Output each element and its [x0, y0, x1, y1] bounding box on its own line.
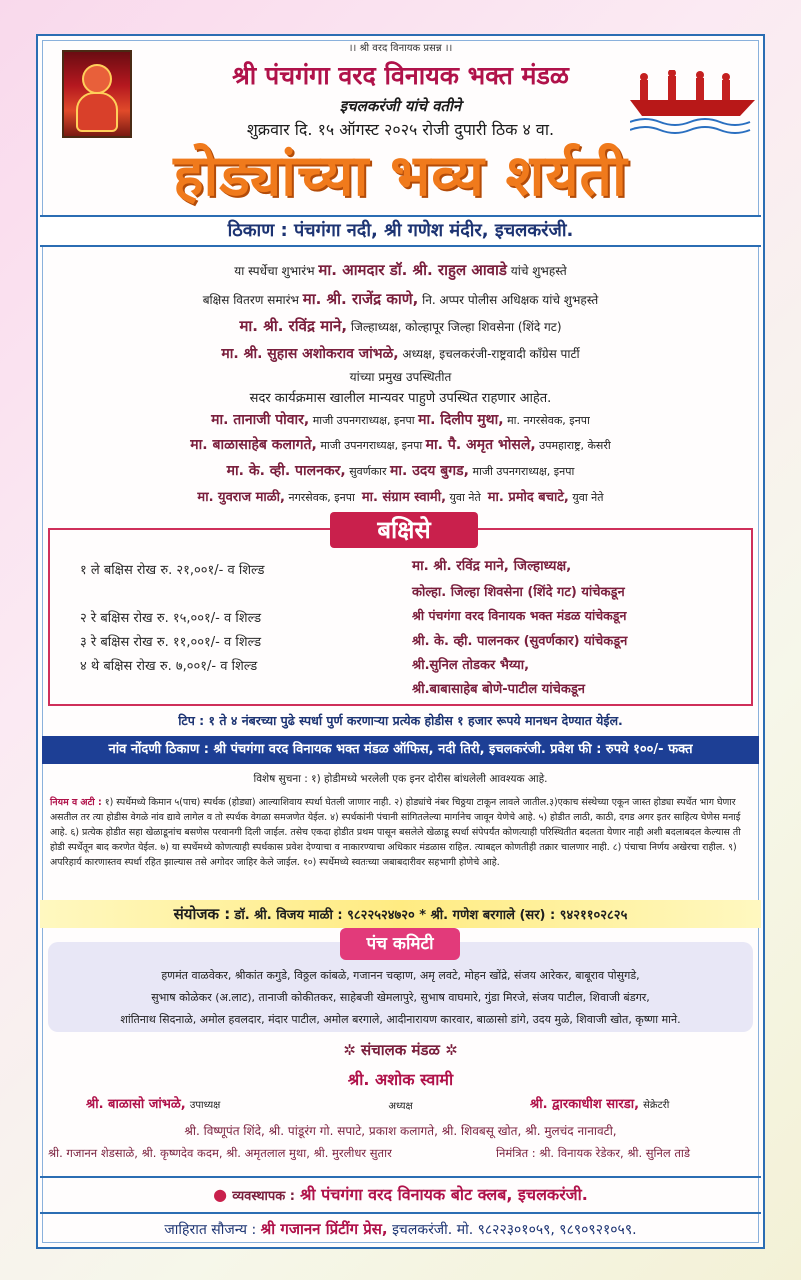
prize-4-sponsor-a: श्री.सुनिल तोडकर भैय्या, [412, 658, 530, 673]
page-title: होड्यांच्या भव्य शर्यती [173, 143, 628, 209]
members-line-2: श्री. गजानन शेडसाळे, श्री. कृष्णदेव कदम, श्री. अमृतलाल मुथा, श्री. मुरलीधर सुतार [48, 1146, 392, 1160]
panch-line-2: सुभाष कोळेकर (अ.लाट), तानाजी कोकीतकर, साहेबजी खेमलापुरे, सुभाष वाघमारे, गुंडा मिरजे, संजय पाटील, शिवाजी बंडगर, [151, 991, 650, 1004]
dignitary-row-3: मा. के. व्ही. पालनकर, सुवर्णकार मा. उदय बुगड, माजी उपनगराध्यक्ष, इनपा [226, 463, 575, 479]
prize-3: ३ रे बक्षिस रोख रु. ११,००१/- व शिल्ड [80, 635, 262, 650]
vice-president: श्री. बाळासो जांभळे, उपाध्यक्ष [86, 1097, 221, 1112]
prize-2: २ रे बक्षिस रोख रु. १५,००१/- व शिल्ड [80, 611, 262, 626]
prize-tip: टिप : १ ते ४ नंबरच्या पुढे स्पर्धा पुर्ण करणाऱ्या प्रत्येक होडीस १ हजार रूपये मानधन देण्यात येईल. [178, 713, 623, 728]
panch-line-3: शांतिनाथ सिदनाळे, अमोल हवलदार, मंदार पाटील, अमोल बरगाले, आदीनारायण कारवार, बाळासो डांगे, उदय मुळे, शिवाजी खोत, कृष्णा माने. [120, 1013, 681, 1026]
event-datetime: शुक्रवार दि. १५ ऑगस्ट २०२५ रोजी दुपारी ठिक ४ वा. [246, 120, 555, 139]
prize-3-sponsor: श्री. के. व्ही. पालनकर (सुवर्णकार) यांचेकडून [412, 634, 628, 649]
prize-1-sponsor-a: मा. श्री. रविंद्र माने, जिल्हाध्यक्ष, [412, 558, 572, 574]
guest-line-1: या स्पर्धेचा शुभारंभ मा. आमदार डॉ. श्री. राहुल आवाडे यांचे शुभहस्ते [234, 261, 567, 279]
dignitary-row-1: मा. तानाजी पोवार, माजी उपनगराध्यक्ष, इनपा मा. दिलीप मुथा, मा. नगरसेवक, इनपा [211, 412, 590, 428]
guest-line-3: मा. श्री. रविंद्र माने, जिल्हाध्यक्ष, कोल्हापूर जिल्हा शिवसेना (शिंदे गट) [239, 317, 562, 335]
invocation-line: ।। श्री वरद विनायक प्रसन्न ।। [348, 43, 453, 54]
guest-line-4: मा. श्री. सुहास अशोकराव जांभळे, अध्यक्ष, इचलकरंजी-राष्ट्रवादी कॉंग्रेस पार्टी [221, 346, 580, 362]
panch-committee-badge: पंच कमिटी [340, 928, 460, 960]
location-text: ठिकाण : पंचगंगा नदी, श्री गणेश मंदीर, इचलकरंजी. [227, 220, 574, 241]
prize-1: १ ले बक्षिस रोख रु. २१,००१/- व शिल्ड [80, 563, 265, 578]
prizes-badge: बक्षिसे [330, 512, 478, 548]
org-name: श्री पंचगंगा वरद विनायक भक्त मंडळ [232, 61, 569, 90]
dignitary-row-4: मा. युवराज माळी, नगरसेवक, इनपा मा. संग्राम स्वामी, युवा नेते मा. प्रमोद बचाटे, युवा नेते [197, 490, 604, 505]
manager-line: ● व्यवस्थापक : श्री पंचगंगा वरद विनायक बोट क्लब, इचलकरंजी. [213, 1185, 588, 1204]
invited-members: निमंत्रित : श्री. विनायक रेडेकर, श्री. सुनिल ताडे [496, 1146, 691, 1160]
prize-4-sponsor-b: श्री.बाबासाहेब बोणे-पाटील यांचेकडून [412, 682, 586, 697]
president-name: श्री. अशोक स्वामी [347, 1070, 454, 1089]
bullet-icon: ● [213, 1185, 228, 1204]
guest-line-5: यांच्या प्रमुख उपस्थितीत [349, 370, 452, 384]
prize-1-sponsor-b: कोल्हा. जिल्हा शिवसेना (शिंदे गट) यांचेकडून [412, 585, 625, 600]
rules-paragraph: नियम व अटी : १) स्पर्धेमध्ये किमान ५(पाच) स्पर्धक (होड्या) आल्याशिवाय स्पर्धा घेतली जाणार नाही. २) होड्यांचे नंबर चिठ्ठया टाकून लावले जातील.३)एकाच संस्थेच्या एकून जास्त होड्या स्पर्धेत भाग घेणार असतील तर त्या होडीस वेगळे नांव द्यावे लागेल व तो स्पर्धक वेगळा समजणेत येईल. ४) स्पर्धकांनी पंचानी सांगितलेल्या मार्गानेच जावून येणेचे आहे. ५) होडीत लाठी, काठी, दगड अगर इतर साहित्य घेणेस मनाई आहे. ६) प्रत्येक होडीत सहा खेळाडूनांच बसणेस परवानगी दिली जाईल. तसेच एकदा होडीत प्रथम पासून बसलेले खेळाडू स्पर्धा संपेपर्यंत कोणत्याही परिस्थितीत बदलता येणार नाही अशी बदलाबदल केल्यास ती होडी स्पर्धेतून बाद करणेत येईल. ७) या स्पर्धेमध्ये कोणत्याही स्पर्धकास प्रवेश देण्याचा व नाकारण्याचा अधिकार मंडळास राहिल. त्याबद्दल कोणतीही तक्रार चालणार नाही. ८) पंचाचा निर्णय अखेरचा राहील. ९) अपरिहार्य कारणास्तव स्पर्धा रहित झाल्यास तसे अगोदर जाहिर केले जाईल. १०) स्पर्धेमध्ये स्वतःच्या जबाबदारीवर सहभागी होणेचे आहे. [50, 797, 741, 868]
prize-4: ४ थे बक्षिस रोख रु. ७,००१/- व शिल्ड [80, 659, 258, 674]
sanyojak-line: संयोजक : डॉ. श्री. विजय माळी : ९८२२५२४७२० * श्री. गणेश बरगाले (सर) : ९४२११०२८२५ [173, 905, 628, 923]
guest-line-2: बक्षिस वितरण समारंभ मा. श्री. राजेंद्र काणे, नि. अप्पर पोलीस अधिक्षक यांचे शुभहस्ते [202, 290, 599, 308]
footer-line: जाहिरात सौजन्य : श्री गजानन प्रिंटींग प्रेस, इचलकरंजी. मो. ९८२२३०१०५९, ९८९०९२१०५९. [164, 1220, 637, 1238]
guest-line-6: सदर कार्यक्रमास खालील मान्यवर पाहुणे उपस्थित राहणार आहेत. [249, 391, 552, 406]
sanchalak-heading: ✲ संचालक मंडळ ✲ [343, 1041, 458, 1059]
members-line-1: श्री. विष्णूपंत शिंदे, श्री. पांडूरंग गो. सपाटे, प्रकाश कलागते, श्री. शिवबसू खोत, श्री. मुलचंद नानावटी, [184, 1124, 617, 1138]
registration-bar: नांव नोंदणी ठिकाण : श्री पंचगंगा वरद विनायक भक्त मंडळ ऑफिस, नदी तिरी, इचलकरंजी. प्रवेश फी : रुपये १००/- फक्त [42, 736, 759, 764]
special-notice: विशेष सुचना : १) होडीमध्ये भरलेली एक इनर दोरीस बांधलेली आवश्यक आहे. [253, 773, 548, 785]
president-role: अध्यक्ष [388, 1101, 413, 1112]
subtitle: इचलकरंजी यांचे वतीने [339, 97, 462, 115]
dignitary-row-2: मा. बाळासाहेब कलागते, माजी उपनगराध्यक्ष, इनपा मा. पै. अमृत भोसले, उपमहाराष्ट्र, केसरी [190, 437, 611, 453]
prize-2-sponsor: श्री पंचगंगा वरद विनायक भक्त मंडळ यांचेकडून [412, 608, 627, 623]
panch-line-1: हणमंत वाळवेकर, श्रीकांत कगुडे, विठ्ठल कांबळे, गजानन चव्हाण, अमृ लवटे, मोहन खोंद्रे, संजय आरेकर, बाबूराव पोसुगडे, [161, 969, 640, 982]
secretary: श्री. द्वारकाधीश सारडा, सेक्रेटरी [530, 1097, 670, 1112]
